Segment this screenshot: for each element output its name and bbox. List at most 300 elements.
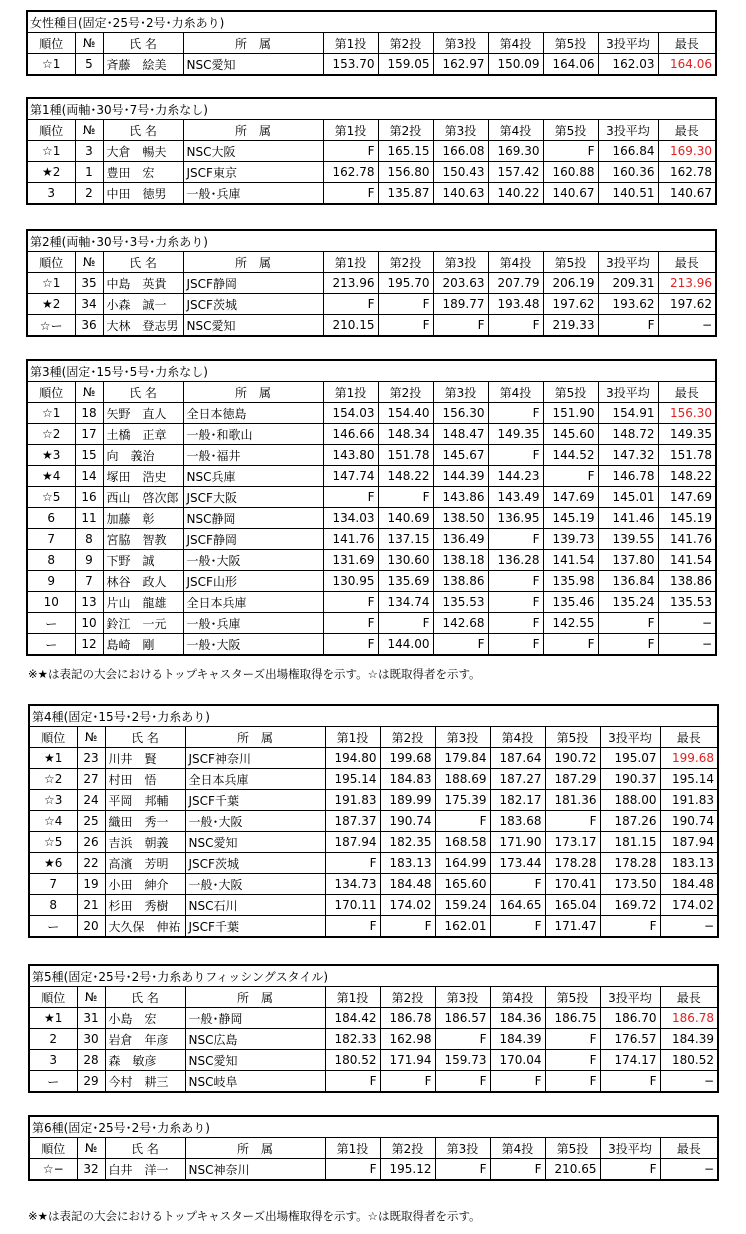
table-cell: 189.99: [380, 790, 435, 811]
column-header: 第2投: [380, 727, 435, 748]
table-cell: 143.49: [488, 487, 543, 508]
section-6: [28, 964, 719, 1093]
table-row: [29, 769, 718, 790]
table-cell: 2: [29, 1029, 77, 1050]
table-row: [27, 550, 716, 571]
table-cell: 190.37: [600, 769, 660, 790]
column-header: 所 属: [183, 252, 323, 273]
table-cell: F: [378, 294, 433, 315]
column-header: 氏 名: [103, 252, 183, 273]
column-header: 第3投: [433, 382, 488, 403]
table-cell: 7: [29, 874, 77, 895]
table-cell: 166.08: [433, 141, 488, 162]
table-cell: 190.74: [380, 811, 435, 832]
column-header: №: [77, 727, 105, 748]
table-cell: 165.60: [435, 874, 490, 895]
table-cell: 149.35: [488, 424, 543, 445]
column-header: 所 属: [183, 382, 323, 403]
column-header: 第2投: [380, 1138, 435, 1159]
table-cell: 209.31: [598, 273, 658, 294]
table-cell: 24: [77, 790, 105, 811]
column-header: 第1投: [323, 382, 378, 403]
column-header: 第4投: [490, 1138, 545, 1159]
table-row: [27, 315, 716, 337]
table-cell: 195.70: [378, 273, 433, 294]
table-row: [29, 1159, 718, 1181]
table-cell: 全日本兵庫: [183, 592, 323, 613]
table-cell: 193.48: [488, 294, 543, 315]
table-cell: 10: [75, 613, 103, 634]
table-cell: 6: [27, 508, 75, 529]
table-cell: 151.78: [658, 445, 716, 466]
table-cell: NSC大阪: [183, 141, 323, 162]
column-header: 所 属: [183, 33, 323, 54]
table-cell: F: [490, 1159, 545, 1181]
table-cell: 中田 徳男: [103, 183, 183, 205]
table-cell: 169.30: [488, 141, 543, 162]
column-header: 3投平均: [598, 382, 658, 403]
table-cell: 豊田 宏: [103, 162, 183, 183]
table-cell: 144.52: [543, 445, 598, 466]
table-cell: F: [433, 634, 488, 656]
table-cell: F: [433, 315, 488, 337]
table-cell: 2: [75, 183, 103, 205]
column-header: 最長: [660, 727, 718, 748]
table-cell: NSC愛知: [185, 832, 325, 853]
table-cell: 14: [75, 466, 103, 487]
header-row: [29, 1138, 718, 1159]
table-cell: 164.06: [658, 54, 716, 76]
section-4: [26, 359, 717, 656]
table-cell: 平岡 邦輔: [105, 790, 185, 811]
table-cell: 140.22: [488, 183, 543, 205]
table-cell: 187.37: [325, 811, 380, 832]
table-cell: 147.69: [658, 487, 716, 508]
column-header: 最長: [660, 1138, 718, 1159]
column-header: 第2投: [378, 382, 433, 403]
table-cell: F: [488, 529, 543, 550]
table-cell: 153.70: [323, 54, 378, 76]
table-cell: 197.62: [543, 294, 598, 315]
table-cell: NSC岐阜: [185, 1071, 325, 1093]
table-cell: 187.64: [490, 748, 545, 769]
table-cell: 一般･福井: [183, 445, 323, 466]
table-cell: NSC愛知: [185, 1050, 325, 1071]
table-cell: 28: [77, 1050, 105, 1071]
table-cell: 3: [27, 183, 75, 205]
column-header: 3投平均: [600, 727, 660, 748]
table-cell: 杉田 秀樹: [105, 895, 185, 916]
table-cell: 180.52: [660, 1050, 718, 1071]
table-cell: 197.62: [658, 294, 716, 315]
table-cell: 一般･兵庫: [183, 613, 323, 634]
table-cell: ー: [29, 916, 77, 938]
table-cell: ★1: [29, 748, 77, 769]
table-cell: F: [325, 916, 380, 938]
table-cell: 21: [77, 895, 105, 916]
table-cell: F: [543, 466, 598, 487]
column-header: 氏 名: [105, 1138, 185, 1159]
table-cell: ー: [27, 634, 75, 656]
table-row: [27, 466, 716, 487]
section-title: 第6種(固定･25号･2号･力糸あり): [29, 1116, 718, 1138]
column-header: 順位: [27, 33, 75, 54]
table-cell: 195.14: [660, 769, 718, 790]
table-cell: 184.48: [660, 874, 718, 895]
table-cell: ☆2: [29, 769, 77, 790]
table-cell: 宮脇 智教: [103, 529, 183, 550]
table-cell: 22: [77, 853, 105, 874]
table-cell: 195.07: [600, 748, 660, 769]
table-cell: 190.72: [545, 748, 600, 769]
table-cell: F: [490, 874, 545, 895]
table-cell: 143.80: [323, 445, 378, 466]
table-cell: 170.41: [545, 874, 600, 895]
table-cell: 140.51: [598, 183, 658, 205]
column-header: 第5投: [545, 1138, 600, 1159]
column-header: 氏 名: [103, 382, 183, 403]
table-row: [27, 508, 716, 529]
table-cell: 145.19: [658, 508, 716, 529]
table-cell: ー: [29, 1071, 77, 1093]
table-cell: 174.02: [660, 895, 718, 916]
table-cell: 157.42: [488, 162, 543, 183]
table-cell: 160.36: [598, 162, 658, 183]
table-cell: 159.24: [435, 895, 490, 916]
table-cell: 154.40: [378, 403, 433, 424]
column-header: 第3投: [433, 33, 488, 54]
column-header: 第4投: [490, 727, 545, 748]
table-cell: 138.18: [433, 550, 488, 571]
table-cell: 206.19: [543, 273, 598, 294]
table-cell: F: [488, 571, 543, 592]
column-header: 第1投: [325, 987, 380, 1008]
column-header: 第1投: [323, 33, 378, 54]
table-row: [27, 529, 716, 550]
table-cell: 175.39: [435, 790, 490, 811]
table-cell: 中島 英貴: [103, 273, 183, 294]
table-cell: F: [488, 613, 543, 634]
column-header: 氏 名: [105, 987, 185, 1008]
column-header: 3投平均: [598, 33, 658, 54]
table-row: [29, 895, 718, 916]
table-cell: 173.50: [600, 874, 660, 895]
table-cell: 18: [75, 403, 103, 424]
table-cell: 135.98: [543, 571, 598, 592]
table-cell: 27: [77, 769, 105, 790]
table-cell: 170.11: [325, 895, 380, 916]
results-table: [26, 359, 717, 656]
table-row: [27, 634, 716, 656]
table-cell: 白井 洋一: [105, 1159, 185, 1181]
table-cell: 182.17: [490, 790, 545, 811]
table-cell: 171.94: [380, 1050, 435, 1071]
table-cell: 151.90: [543, 403, 598, 424]
table-cell: 176.57: [600, 1029, 660, 1050]
table-cell: 154.91: [598, 403, 658, 424]
column-header: 所 属: [185, 727, 325, 748]
table-cell: F: [600, 1071, 660, 1093]
column-header: 第3投: [435, 727, 490, 748]
table-cell: F: [323, 294, 378, 315]
table-row: [27, 294, 716, 315]
column-header: 所 属: [183, 120, 323, 141]
table-cell: 大倉 暢夫: [103, 141, 183, 162]
column-header: 3投平均: [598, 252, 658, 273]
table-row: [27, 445, 716, 466]
table-cell: 19: [77, 874, 105, 895]
table-cell: F: [380, 1071, 435, 1093]
table-cell: JSCF東京: [183, 162, 323, 183]
table-cell: 187.26: [600, 811, 660, 832]
table-cell: 139.55: [598, 529, 658, 550]
table-cell: 岩倉 年彦: [105, 1029, 185, 1050]
header-row: [27, 252, 716, 273]
table-cell: ☆1: [27, 403, 75, 424]
table-cell: 183.68: [490, 811, 545, 832]
table-cell: 9: [27, 571, 75, 592]
table-cell: 5: [75, 54, 103, 76]
table-cell: ☆−: [29, 1159, 77, 1181]
table-cell: 8: [27, 550, 75, 571]
table-cell: 213.96: [658, 273, 716, 294]
table-cell: ☆3: [29, 790, 77, 811]
table-cell: 145.01: [598, 487, 658, 508]
column-header: 氏 名: [103, 120, 183, 141]
table-cell: 一般･大阪: [185, 874, 325, 895]
table-cell: 145.60: [543, 424, 598, 445]
table-cell: 139.73: [543, 529, 598, 550]
table-cell: F: [488, 403, 543, 424]
table-cell: 森 敏彦: [105, 1050, 185, 1071]
table-cell: 下野 誠: [103, 550, 183, 571]
table-cell: 131.69: [323, 550, 378, 571]
section-title: 女性種目(固定･25号･2号･力糸あり): [27, 11, 716, 33]
column-header: 順位: [29, 727, 77, 748]
header-row: [27, 382, 716, 403]
table-cell: NSC愛知: [183, 315, 323, 337]
table-cell: 147.74: [323, 466, 378, 487]
table-cell: 全日本兵庫: [185, 769, 325, 790]
column-header: 3投平均: [600, 987, 660, 1008]
table-cell: JSCF山形: [183, 571, 323, 592]
column-header: 最長: [658, 382, 716, 403]
table-cell: JSCF千葉: [185, 790, 325, 811]
table-cell: JSCF静岡: [183, 273, 323, 294]
table-cell: 小島 宏: [105, 1008, 185, 1029]
table-cell: 178.28: [600, 853, 660, 874]
table-cell: NSC石川: [185, 895, 325, 916]
table-cell: 130.60: [378, 550, 433, 571]
table-cell: 塚田 浩史: [103, 466, 183, 487]
table-cell: 140.69: [378, 508, 433, 529]
table-cell: 187.94: [660, 832, 718, 853]
table-cell: F: [435, 1029, 490, 1050]
table-cell: 174.17: [600, 1050, 660, 1071]
table-cell: F: [378, 613, 433, 634]
table-cell: F: [323, 141, 378, 162]
table-cell: JSCF千葉: [185, 916, 325, 938]
results-table: [28, 704, 719, 938]
table-cell: 135.24: [598, 592, 658, 613]
column-header: 第2投: [378, 33, 433, 54]
table-row: [29, 916, 718, 938]
table-cell: 187.94: [325, 832, 380, 853]
table-cell: F: [378, 315, 433, 337]
table-cell: 20: [77, 916, 105, 938]
table-cell: JSCF茨城: [183, 294, 323, 315]
table-cell: 190.74: [660, 811, 718, 832]
column-header: №: [75, 382, 103, 403]
table-row: [27, 141, 716, 162]
table-cell: 146.78: [598, 466, 658, 487]
table-cell: F: [488, 634, 543, 656]
table-cell: 12: [75, 634, 103, 656]
table-cell: 17: [75, 424, 103, 445]
table-cell: 斉藤 絵美: [103, 54, 183, 76]
table-cell: 168.58: [435, 832, 490, 853]
table-cell: 162.03: [598, 54, 658, 76]
table-cell: −: [660, 1071, 718, 1093]
table-row: [27, 487, 716, 508]
column-header: 第5投: [543, 252, 598, 273]
column-header: №: [75, 120, 103, 141]
table-cell: F: [488, 592, 543, 613]
table-cell: 一般･大阪: [185, 811, 325, 832]
table-cell: 1: [75, 162, 103, 183]
table-cell: 148.22: [378, 466, 433, 487]
table-cell: 141.54: [658, 550, 716, 571]
column-header: 第1投: [323, 120, 378, 141]
table-cell: F: [435, 811, 490, 832]
table-cell: 145.67: [433, 445, 488, 466]
table-cell: 162.98: [380, 1029, 435, 1050]
table-cell: 小田 紳介: [105, 874, 185, 895]
table-cell: 9: [75, 550, 103, 571]
table-cell: 一般･大阪: [183, 550, 323, 571]
column-header: №: [75, 252, 103, 273]
table-cell: F: [380, 916, 435, 938]
table-cell: 162.78: [323, 162, 378, 183]
table-cell: F: [323, 613, 378, 634]
table-row: [27, 613, 716, 634]
table-cell: 156.30: [658, 403, 716, 424]
table-cell: 184.39: [660, 1029, 718, 1050]
table-cell: 136.49: [433, 529, 488, 550]
header-row: [29, 727, 718, 748]
table-cell: F: [545, 1071, 600, 1093]
column-header: 順位: [29, 1138, 77, 1159]
table-cell: 186.70: [600, 1008, 660, 1029]
section-title: 第5種(固定･25号･2号･力糸ありフィッシングスタイル): [29, 965, 718, 987]
table-cell: 145.19: [543, 508, 598, 529]
table-cell: 8: [29, 895, 77, 916]
table-cell: 10: [27, 592, 75, 613]
table-cell: −: [658, 613, 716, 634]
table-cell: ★2: [27, 162, 75, 183]
table-row: [27, 403, 716, 424]
column-header: 順位: [27, 252, 75, 273]
table-row: [29, 811, 718, 832]
table-cell: 135.87: [378, 183, 433, 205]
table-cell: 向 義治: [103, 445, 183, 466]
column-header: 最長: [658, 252, 716, 273]
table-cell: −: [658, 315, 716, 337]
table-cell: 194.80: [325, 748, 380, 769]
table-cell: 141.76: [323, 529, 378, 550]
results-table: [28, 964, 719, 1093]
table-row: [29, 748, 718, 769]
table-cell: 135.46: [543, 592, 598, 613]
table-cell: 191.83: [660, 790, 718, 811]
table-cell: 174.02: [380, 895, 435, 916]
table-cell: 吉浜 朝義: [105, 832, 185, 853]
section-3: [26, 229, 717, 337]
table-cell: 31: [77, 1008, 105, 1029]
column-header: 第3投: [435, 987, 490, 1008]
column-header: 第1投: [323, 252, 378, 273]
column-header: 順位: [27, 120, 75, 141]
table-cell: 162.01: [435, 916, 490, 938]
footnote: ※★は表記の大会におけるトップキャスターズ出場権取得を示す。☆は既取得者を示す。: [28, 1209, 481, 1223]
table-cell: 7: [75, 571, 103, 592]
table-cell: F: [323, 592, 378, 613]
table-cell: 8: [75, 529, 103, 550]
column-header: 第4投: [488, 120, 543, 141]
table-cell: 173.44: [490, 853, 545, 874]
column-header: №: [75, 33, 103, 54]
table-cell: 169.30: [658, 141, 716, 162]
table-cell: 148.22: [658, 466, 716, 487]
table-cell: 148.72: [598, 424, 658, 445]
table-cell: 171.90: [490, 832, 545, 853]
table-cell: 195.12: [380, 1159, 435, 1181]
table-cell: 一般･和歌山: [183, 424, 323, 445]
header-row: [27, 120, 716, 141]
table-cell: 一般･静岡: [185, 1008, 325, 1029]
table-cell: 138.86: [433, 571, 488, 592]
table-cell: 178.28: [545, 853, 600, 874]
table-cell: JSCF茨城: [185, 853, 325, 874]
table-cell: ☆5: [27, 487, 75, 508]
table-cell: F: [598, 634, 658, 656]
table-cell: 156.30: [433, 403, 488, 424]
table-cell: 140.63: [433, 183, 488, 205]
table-cell: 181.15: [600, 832, 660, 853]
table-cell: 184.48: [380, 874, 435, 895]
table-cell: 134.03: [323, 508, 378, 529]
table-cell: 213.96: [323, 273, 378, 294]
table-cell: 191.83: [325, 790, 380, 811]
table-cell: NSC愛知: [183, 54, 323, 76]
table-cell: 130.95: [323, 571, 378, 592]
table-cell: 195.14: [325, 769, 380, 790]
table-cell: F: [543, 634, 598, 656]
table-cell: 181.36: [545, 790, 600, 811]
table-cell: 全日本徳島: [183, 403, 323, 424]
column-header: 最長: [660, 987, 718, 1008]
table-cell: 150.09: [488, 54, 543, 76]
table-cell: 141.76: [658, 529, 716, 550]
table-cell: 137.15: [378, 529, 433, 550]
table-cell: 11: [75, 508, 103, 529]
table-cell: 147.32: [598, 445, 658, 466]
table-cell: F: [488, 445, 543, 466]
section-title: 第4種(固定･15号･2号･力糸あり): [29, 705, 718, 727]
table-cell: F: [600, 1159, 660, 1181]
table-cell: 川井 賢: [105, 748, 185, 769]
table-cell: 25: [77, 811, 105, 832]
